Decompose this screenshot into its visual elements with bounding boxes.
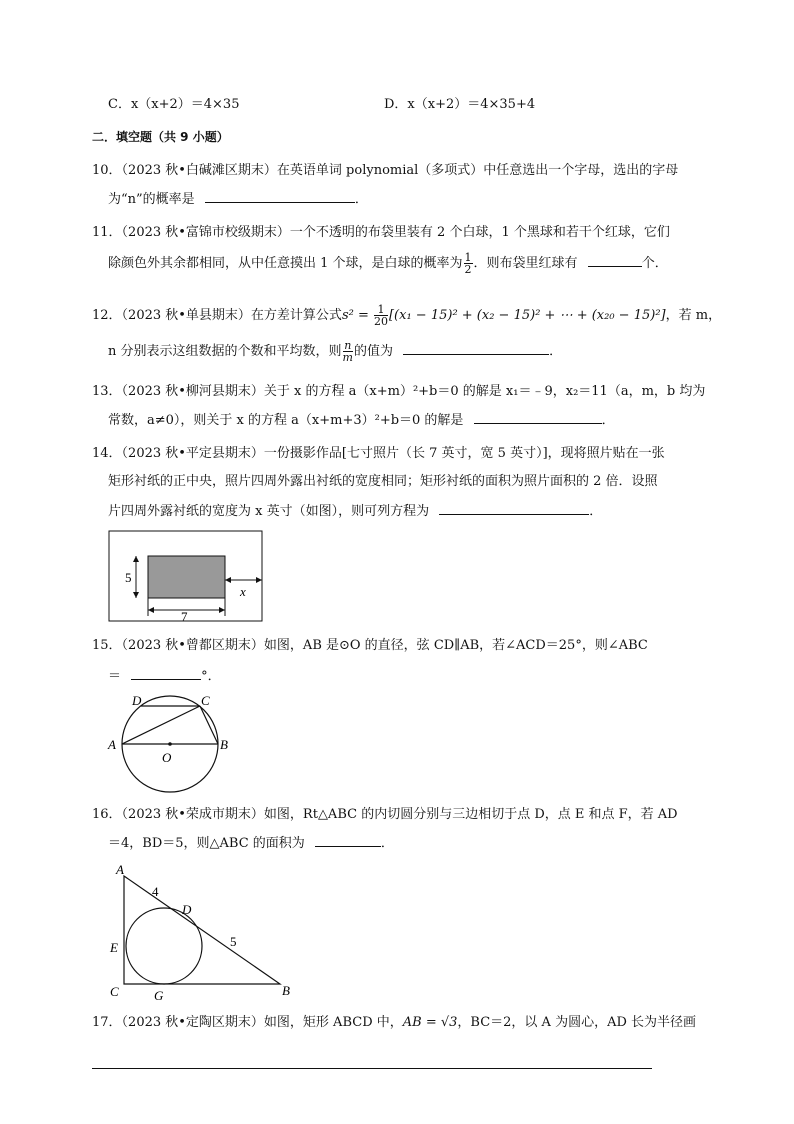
label-height: 5: [125, 570, 132, 585]
label-x: x: [240, 584, 246, 599]
q17-line1b: ，BC＝2，以 A 为圆心，AD 长为半径画: [457, 1015, 697, 1030]
label-b: B: [220, 737, 228, 752]
q11-answer-blank[interactable]: [588, 254, 642, 267]
q12-line2a: n 分别表示这组数据的个数和平均数，则: [108, 344, 342, 359]
arrow-margin-right: [256, 577, 262, 583]
q14-photo-figure: [108, 530, 268, 624]
q12-answer-blank[interactable]: [403, 342, 549, 355]
q11-line2b: ．则布袋里红球有: [473, 256, 578, 271]
q16-line2: ＝4，BD＝5，则△ABC 的面积为 ．: [108, 836, 394, 851]
q11-line2c: 个．: [641, 256, 668, 271]
q16-answer-blank[interactable]: [315, 834, 381, 847]
q16-line2-text: ＝4，BD＝5，则△ABC 的面积为: [108, 836, 305, 851]
q13-line1: 13．（2023 秋•柳河县期末）关于 x 的方程 a（x+m）²+b＝0 的解是 x₁＝﹣9，x₂＝11（a，m，b 均为: [92, 384, 706, 399]
q15-line1: 15．（2023 秋•曾都区期末）如图，AB 是⊙O 的直径，弦 CD∥AB，若∠ACD＝25°，则∠ABC: [92, 638, 648, 653]
q17-line1a: 17．（2023 秋•定陶区期末）如图，矩形 ABCD 中，: [92, 1015, 403, 1030]
q11-line2a: 除颜色外其余都相同，从中任意摸出 1 个球，是白球的概率为: [108, 256, 463, 271]
q12-line1b: ，若 m，: [665, 308, 722, 323]
q16-triangle-figure: [106, 860, 296, 1002]
q12-fraction: $\frac{1}{20}$: [373, 303, 388, 328]
q12-line2b: 的值为: [353, 344, 393, 359]
q13-line2-text: 常数，a≠0），则关于 x 的方程 a（x+m+3）²+b＝0 的解是: [108, 413, 464, 428]
q10-line1: 10．（2023 秋•白碱滩区期末）在英语单词 polynomial（多项式）中任意选出一个字母，选出的字母: [92, 163, 679, 178]
q13-answer-blank[interactable]: [474, 411, 602, 424]
footer-rule: [92, 1068, 652, 1069]
q14-line3: 片四周外露衬纸的宽度为 x 英寸（如图），则可列方程为 ．: [108, 504, 603, 519]
label-width: 7: [181, 609, 188, 624]
label-g: G: [154, 988, 164, 1002]
q13-line2: 常数，a≠0），则关于 x 的方程 a（x+m+3）²+b＝0 的解是 ．: [108, 413, 615, 428]
section-title: 二．填空题（共 9 小题）: [92, 130, 229, 144]
label-o: O: [162, 750, 172, 765]
label-e: E: [110, 940, 118, 955]
q12-line2: n 分别表示这组数据的个数和平均数，则 $\frac{n}{m}$ 的值为 ．: [108, 339, 563, 364]
q10-line2-text: 为“n”的概率是: [108, 192, 195, 207]
label-a: A: [116, 862, 124, 877]
label-c: C: [201, 693, 210, 708]
q14-line1: 14．（2023 秋•平定县期末）一份摄影作品[七寸照片（长 7 英寸，宽 5 英寸）]，现将照片贴在一张: [92, 446, 665, 461]
arrow-up: [133, 556, 139, 562]
label-four: 4: [152, 884, 159, 899]
q17-ab-eq: AB = √3: [402, 1015, 458, 1030]
q16-line1: 16．（2023 秋•荣成市期末）如图，Rt△ABC 的内切圆分别与三边相切于点 D，点 E 和点 F，若 AD: [92, 807, 678, 822]
label-d: D: [182, 902, 192, 917]
q15-line2a: ＝: [108, 669, 122, 684]
triangle-abc: [124, 876, 280, 984]
arrow-down: [133, 592, 139, 598]
option-d: D．x（x+2）＝4×35+4: [384, 97, 536, 112]
label-a: A: [108, 737, 116, 752]
q10-line2: 为“n”的概率是 ．: [108, 192, 368, 207]
arrow-right: [219, 607, 225, 613]
q11-fraction: $\frac{1}{2}$: [464, 251, 472, 276]
center-point: [168, 742, 172, 746]
segment-cb: [200, 706, 218, 744]
label-five: 5: [230, 934, 237, 949]
q12-formula-s: s² =: [341, 308, 373, 323]
q15-circle-figure: [104, 688, 244, 794]
q15-line2b: °．: [201, 669, 221, 684]
q14-answer-blank[interactable]: [439, 502, 589, 515]
q11-line1: 11．（2023 秋•富锦市校级期末）一个不透明的布袋里装有 2 个白球，1 个黑球和若干个红球，它们: [92, 225, 670, 240]
incircle: [126, 908, 202, 984]
q11-line2: [108, 252, 668, 275]
q17-line1: [92, 1014, 696, 1032]
q12-formula-rest: [(x₁ − 15)² + (x₂ − 15)² + ⋯ + (x₂₀ − 15)²]: [388, 308, 666, 323]
option-c: C．x（x+2）＝4×35: [108, 97, 240, 112]
q15-line2: [108, 667, 221, 686]
q12-line1a: 12．（2023 秋•单县期末）在方差计算公式: [92, 308, 342, 323]
q12-line1: [92, 304, 721, 327]
label-d: D: [132, 693, 142, 708]
arrow-margin-left: [225, 577, 231, 583]
q12-fraction-nm: $\frac{n}{m}$: [342, 339, 353, 364]
arrow-left: [148, 607, 154, 613]
label-c: C: [110, 984, 119, 999]
label-b: B: [282, 983, 290, 998]
q10-answer-blank[interactable]: [205, 190, 355, 203]
q15-answer-blank[interactable]: [131, 667, 201, 680]
q14-line3-text: 片四周外露衬纸的宽度为 x 英寸（如图），则可列方程为: [108, 504, 430, 519]
photo-rect: [148, 556, 225, 598]
q14-line2: 矩形衬纸的正中央，照片四周外露出衬纸的宽度相同；矩形衬纸的面积为照片面积的 2 倍．设照: [108, 474, 658, 489]
